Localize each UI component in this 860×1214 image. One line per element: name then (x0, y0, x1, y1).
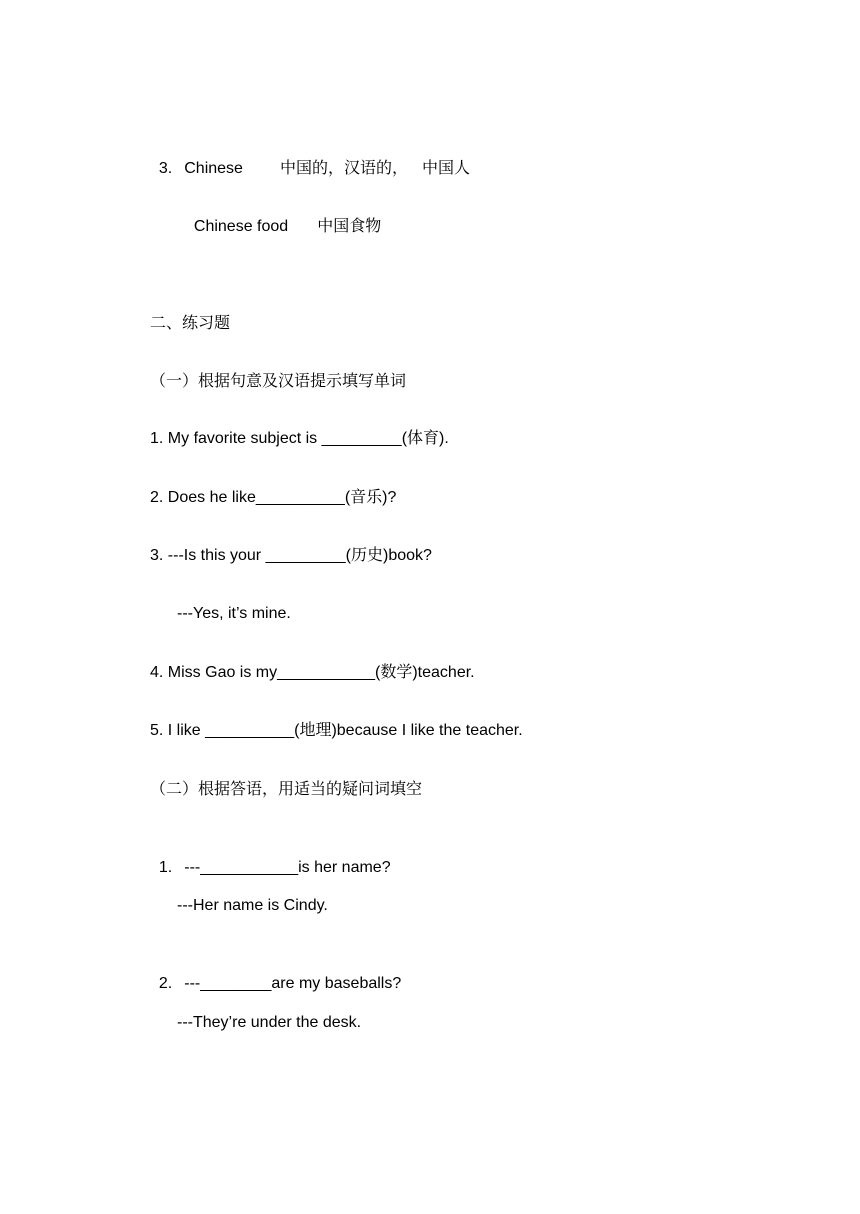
exercise-answer: ---Yes, it’s mine. (177, 605, 291, 622)
exercise-question (150, 954, 402, 992)
exercise-question: 3. ---Is this your _________(历史)book? (150, 547, 432, 564)
vocab-meaning: 中国的，汉语的， (279, 158, 408, 177)
question-number: 1. (158, 859, 173, 876)
exercise-question: 1. My favorite subject is _________(体育). (150, 430, 449, 447)
question-text: ---________are my baseballs? (184, 975, 402, 992)
part2-title: （二）根据答语，用适当的疑问词填空 (150, 779, 423, 798)
question-number: 2. (158, 975, 173, 992)
section-title: 二、练习题 (150, 313, 231, 332)
vocab-item-number: 3. (158, 160, 173, 177)
exercise-answer: ---Her name is Cindy. (177, 897, 328, 914)
vocab-item-3 (150, 138, 470, 177)
vocab-word: Chinese (184, 160, 243, 177)
exercise-answer: ---They’re under the desk. (177, 1014, 362, 1031)
exercise-question: 4. Miss Gao is my___________(数学)teacher. (150, 664, 475, 681)
exercise-question: 5. I like __________(地理)because I like the teacher. (150, 722, 523, 739)
phrase-meaning: 中国食物 (317, 216, 382, 235)
question-text: ---___________is her name? (184, 859, 391, 876)
vocab-meaning-2: 中国人 (421, 158, 470, 177)
vocab-phrase (185, 196, 382, 235)
phrase-word: Chinese food (193, 218, 289, 235)
part1-title: （一）根据句意及汉语提示填写单词 (150, 371, 407, 390)
exercise-question: 2. Does he like__________(音乐)? (150, 489, 397, 506)
exercise-question (150, 838, 391, 876)
